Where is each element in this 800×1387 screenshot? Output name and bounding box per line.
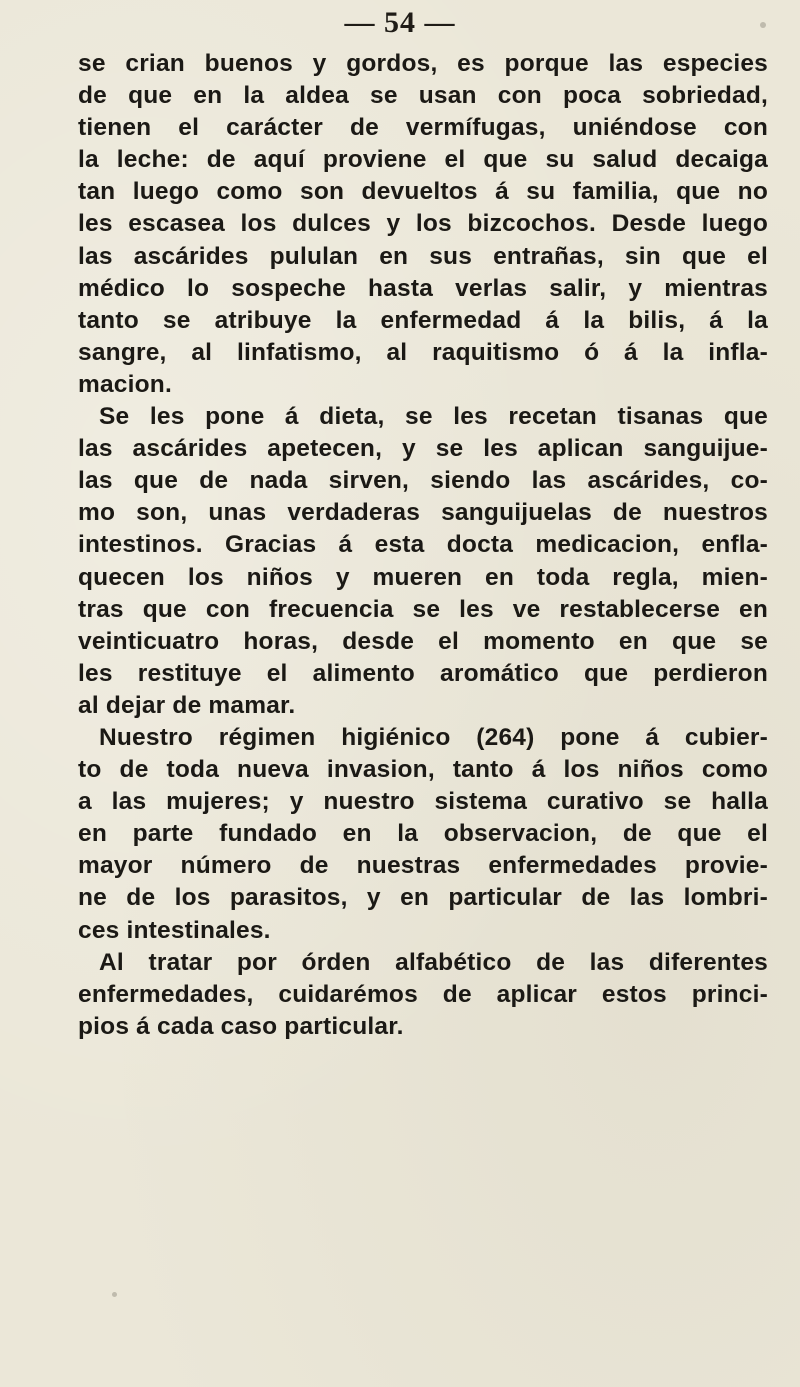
body-text <box>78 48 768 1043</box>
paper-mark <box>760 22 766 28</box>
text-line: médico lo sospeche hasta verlas salir, y mientras <box>78 274 768 302</box>
text-line: mayor número de nuestras enfermedades provie- <box>78 852 768 880</box>
page-number: — 54 — <box>344 6 456 39</box>
text-line: tanto se atribuye la enfermedad á la bilis, á la <box>78 306 768 334</box>
text-line: las ascárides apetecen, y se les aplican sanguijue- <box>78 435 768 463</box>
text-line: al dejar de mamar. <box>78 691 296 719</box>
text-line: mo son, unas verdaderas sanguijuelas de nuestros <box>78 499 768 527</box>
text-line: sangre, al linfatismo, al raquitismo ó á la infla- <box>78 338 768 366</box>
text-line: les escasea los dulces y los bizcochos. Desde luego <box>78 210 768 238</box>
text-line: Nuestro régimen higiénico (264) pone á cubier- <box>99 723 768 751</box>
text-line: ne de los parasitos, y en particular de las lombri- <box>78 884 768 912</box>
text-line: les restituye el alimento aromático que perdieron <box>78 659 768 687</box>
text-line: intestinos. Gracias á esta docta medicacion, enfla- <box>78 531 768 559</box>
text-line: tan luego como son devueltos á su familia, que no <box>78 178 768 206</box>
text-line: quecen los niños y mueren en toda regla, mien- <box>78 563 768 591</box>
text-line: las ascárides pululan en sus entrañas, sin que el <box>78 242 768 270</box>
text-line: las que de nada sirven, siendo las ascárides, co- <box>78 467 768 495</box>
text-line: tienen el carácter de vermífugas, uniéndose con <box>78 114 768 142</box>
text-line: en parte fundado en la observacion, de que el <box>78 820 768 848</box>
text-line: pios á cada caso particular. <box>78 1012 404 1040</box>
text-line: enfermedades, cuidarémos de aplicar estos princi- <box>78 980 768 1008</box>
paper-mark <box>112 1292 117 1297</box>
text-line: to de toda nueva invasion, tanto á los niños como <box>78 756 768 784</box>
text-line: se crian buenos y gordos, es porque las especies <box>78 50 768 77</box>
text-line: tras que con frecuencia se les ve restablecerse en <box>78 595 768 623</box>
text-line: Se les pone á dieta, se les recetan tisanas que <box>99 403 768 431</box>
text-line: veinticuatro horas, desde el momento en que se <box>78 627 768 655</box>
text-line: la leche: de aquí proviene el que su salud decaiga <box>78 146 768 174</box>
text-line: Al tratar por órden alfabético de las diferentes <box>99 948 768 976</box>
text-line: ces intestinales. <box>78 916 271 944</box>
text-line: macion. <box>78 370 172 398</box>
text-line: a las mujeres; y nuestro sistema curativo se halla <box>78 788 768 816</box>
text-line: de que en la aldea se usan con poca sobriedad, <box>78 82 768 110</box>
